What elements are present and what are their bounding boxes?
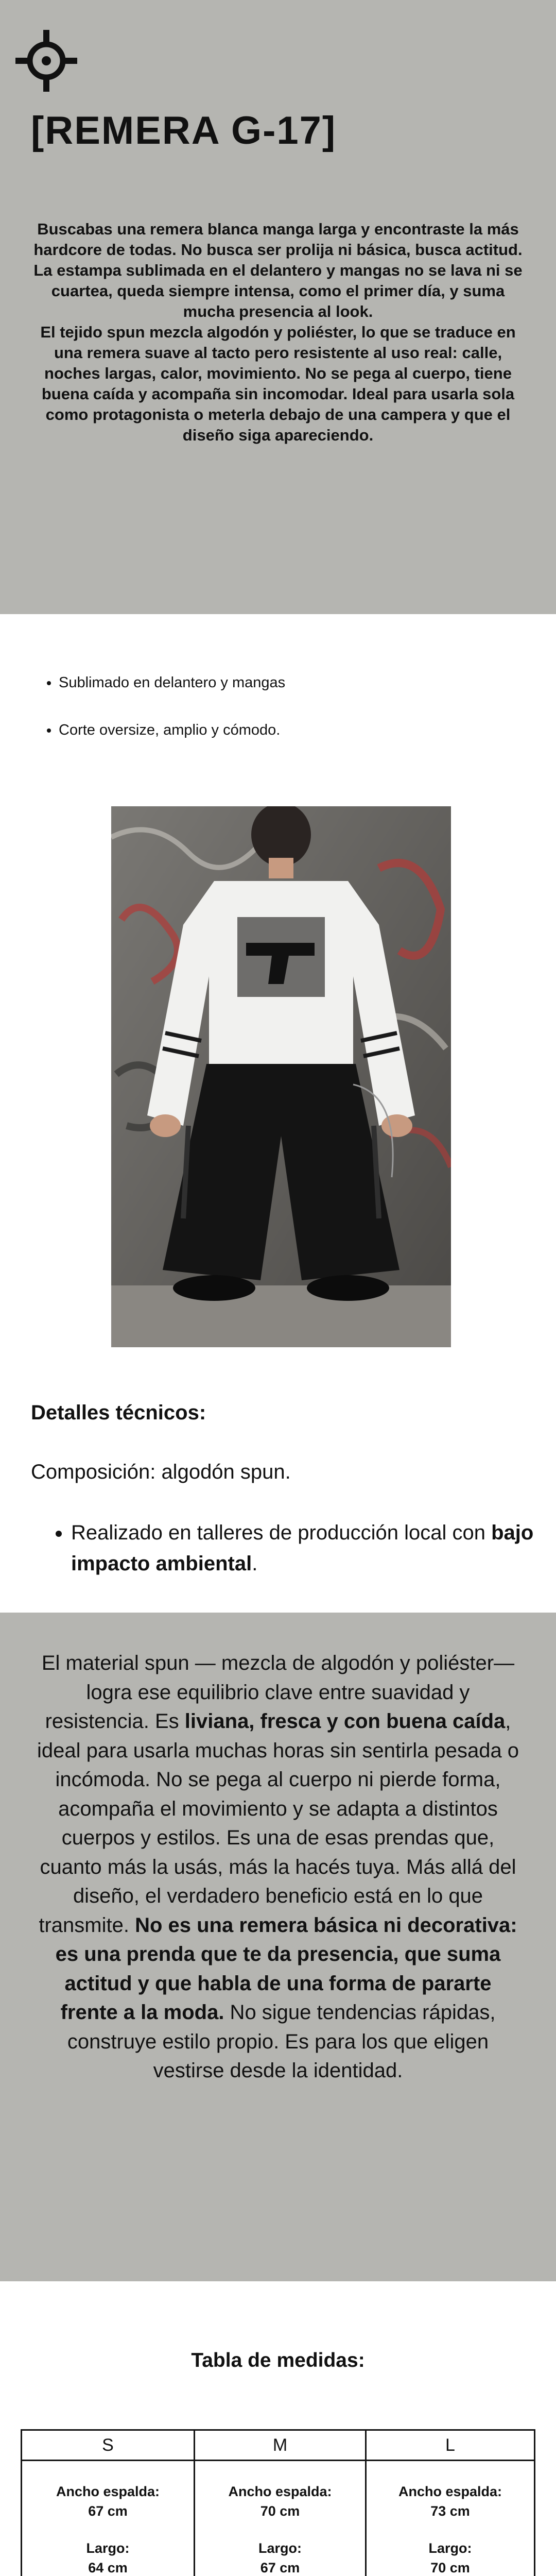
- composition-text: Composición: algodón spun.: [31, 1461, 291, 1483]
- size-cell: Ancho espalda: 67 cm: [56, 2484, 160, 2519]
- material-text: [36, 1649, 520, 2086]
- size-header: L: [367, 2431, 534, 2461]
- material-highlight: liviana, fresca y con buena caída: [184, 1710, 506, 1733]
- size-cell: Largo: 70 cm: [428, 2540, 472, 2575]
- size-column-l: [365, 2431, 534, 2576]
- size-column-m: [194, 2431, 365, 2576]
- size-header: M: [195, 2431, 365, 2461]
- material-text-part: No sigue tendencias rápidas, construye estilo propio. Es para los que eligen vestirse desde la identidad.: [67, 2001, 496, 2082]
- production-list: [31, 1517, 556, 1579]
- production-bold: bajo impacto ambiental: [71, 1521, 534, 1575]
- production-text: Realizado en talleres de producción local con: [71, 1521, 492, 1544]
- technical-title: Detalles técnicos:: [31, 1401, 206, 1424]
- size-table: [21, 2429, 535, 2576]
- feature-item: • Corte oversize, amplio y cómodo.: [59, 720, 522, 740]
- size-cell: Ancho espalda: 70 cm: [228, 2484, 332, 2519]
- crosshair-icon: [15, 30, 77, 92]
- feature-list: [41, 672, 522, 767]
- intro-paragraph: Buscabas una remera blanca manga larga y encontraste la más hardcore de todas. No busca ser prolija ni básica, busca actitud.: [33, 220, 523, 259]
- size-cell: Largo: 67 cm: [258, 2540, 302, 2575]
- page-title: [REMERA G-17]: [31, 109, 337, 152]
- product-photo-illustration: [111, 806, 451, 1347]
- intro-paragraph: El tejido spun mezcla algodón y poliéster, lo que se traduce en una remera suave al tacto pero resistente al uso real: calle, noches largas, calor, movimiento. No se pega al cuerpo, tiene buena caída y acompaña sin incomodar. Ideal para usarla sola como protagonista o meterla debajo de una campera y que el diseño siga apareciendo.: [40, 323, 516, 444]
- production-end: .: [252, 1552, 258, 1575]
- intro-paragraph: La estampa sublimada en el delantero y mangas no se lava ni se cuartea, queda siempre intensa, como el primer día, y suma mucha presencia al look.: [33, 261, 523, 320]
- intro-section: [0, 0, 556, 614]
- material-section: [0, 1613, 556, 2281]
- production-item: [71, 1517, 556, 1579]
- product-photo: [111, 806, 451, 1347]
- size-header: S: [22, 2431, 194, 2461]
- material-text-part: El material spun — mezcla de algodón y poliéster— logra ese equilibrio clave entre suavidad y resistencia. Es: [41, 1652, 515, 1733]
- material-text-part: , ideal para usarla muchas horas sin sentirla pesada o incómoda. No se pega al cuerpo ni pierde forma, acompaña el movimiento y se adapta a distintos cuerpos y estilos. Es una de esas prendas que, cuanto más la usás, más la hacés tuya. Más allá del diseño, el verdadero beneficio está en lo que transmite.: [37, 1710, 519, 1937]
- size-cell: Largo: 64 cm: [86, 2540, 130, 2575]
- size-column-s: [22, 2431, 194, 2576]
- feature-item: • Sublimado en delantero y mangas: [59, 672, 522, 693]
- size-cell: Ancho espalda: 73 cm: [398, 2484, 502, 2519]
- intro-text: [31, 219, 525, 446]
- material-highlight: No es una remera básica ni decorativa: es una prenda que te da presencia, que suma actitud y que habla de una forma de pararte frente a la moda.: [55, 1913, 517, 2024]
- size-table-title: Tabla de medidas:: [191, 2349, 365, 2371]
